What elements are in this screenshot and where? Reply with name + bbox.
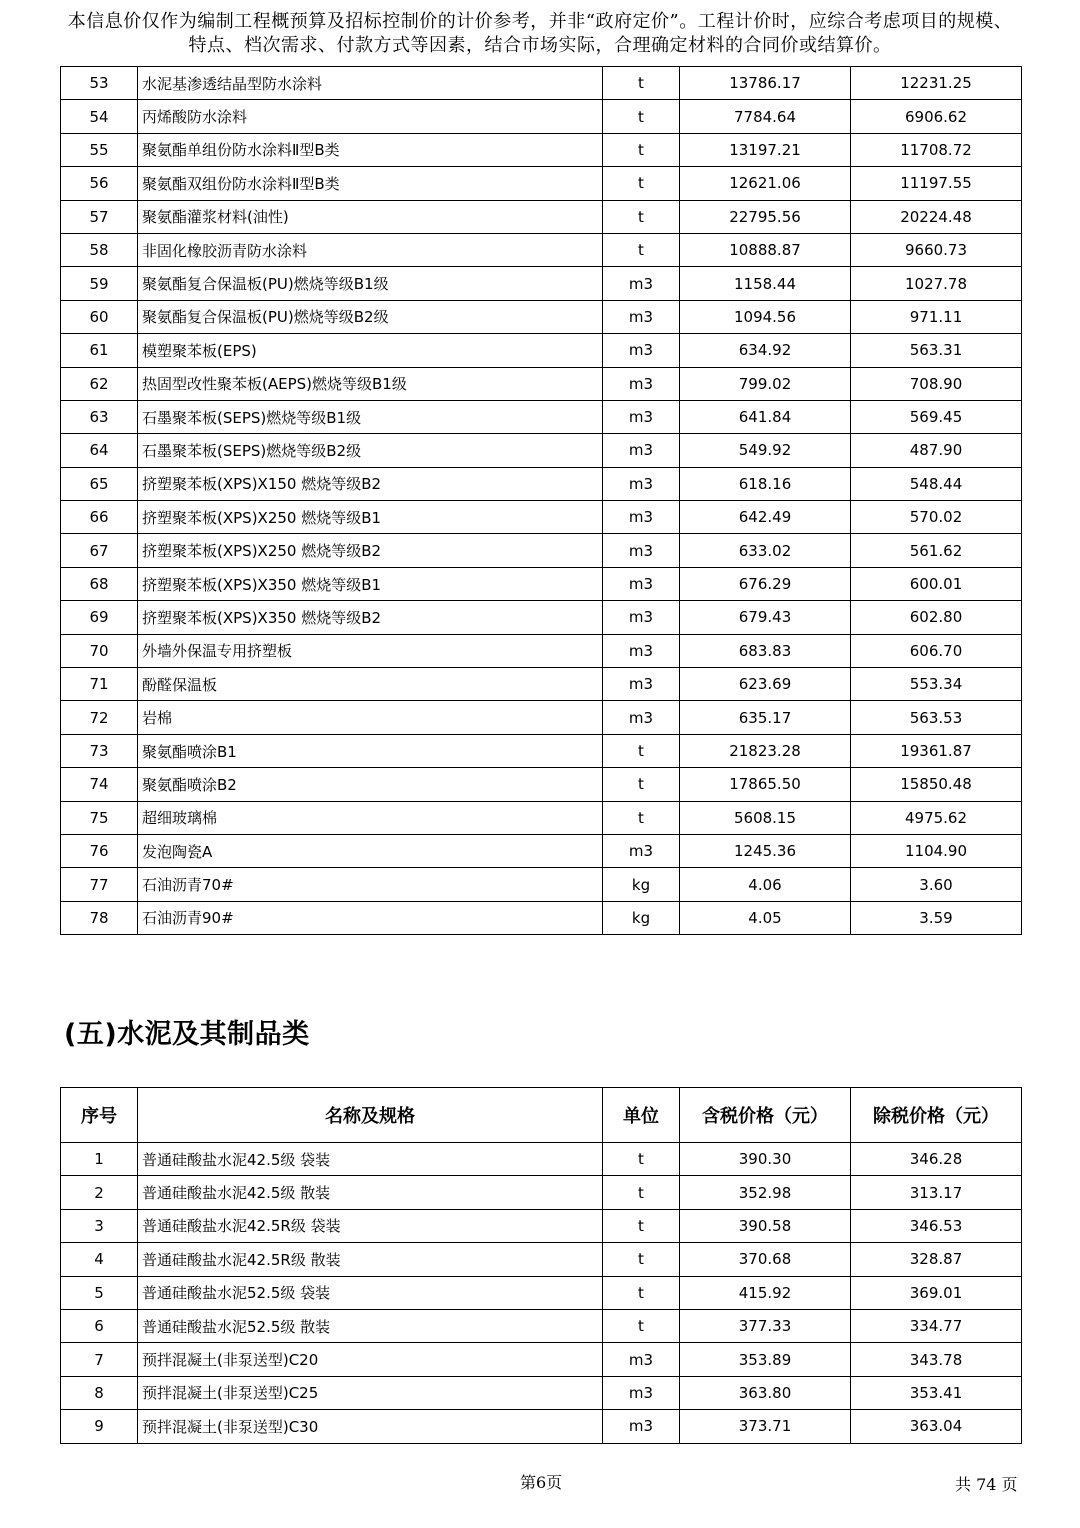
table-row (61, 1143, 1022, 1176)
table-row (61, 100, 1022, 133)
table-row (61, 267, 1022, 300)
table-row (61, 901, 1022, 934)
price-table-cement (60, 1087, 1022, 1444)
price-tax-excluded: 353.41 (851, 1376, 1022, 1409)
table-row (61, 1410, 1022, 1443)
row-number: 5 (61, 1276, 138, 1309)
material-name: 挤塑聚苯板(XPS)X250 燃烧等级B2 (138, 534, 603, 567)
row-number: 63 (61, 400, 138, 433)
price-tax-excluded: 487.90 (851, 434, 1022, 467)
price-tax-excluded: 12231.25 (851, 67, 1022, 100)
price-tax-excluded: 6906.62 (851, 100, 1022, 133)
price-tax-included: 7784.64 (680, 100, 851, 133)
row-number: 9 (61, 1410, 138, 1443)
price-tax-included: 799.02 (680, 367, 851, 400)
price-tax-included: 373.71 (680, 1410, 851, 1443)
material-name: 水泥基渗透结晶型防水涂料 (138, 67, 603, 100)
material-name: 丙烯酸防水涂料 (138, 100, 603, 133)
table-header-row (61, 1088, 1022, 1143)
price-tax-excluded: 11708.72 (851, 133, 1022, 166)
price-tax-included: 12621.06 (680, 167, 851, 200)
price-tax-included: 635.17 (680, 701, 851, 734)
header-tax-excl: 除税价格（元） (851, 1088, 1022, 1143)
row-number: 78 (61, 901, 138, 934)
material-name: 预拌混凝土(非泵送型)C25 (138, 1376, 603, 1409)
table-row (61, 233, 1022, 266)
unit: m3 (603, 1410, 680, 1443)
material-name: 石墨聚苯板(SEPS)燃烧等级B2级 (138, 434, 603, 467)
table-row (61, 200, 1022, 233)
table-row (61, 601, 1022, 634)
price-tax-included: 1158.44 (680, 267, 851, 300)
row-number: 6 (61, 1309, 138, 1342)
price-tax-included: 549.92 (680, 434, 851, 467)
price-tax-excluded: 553.34 (851, 668, 1022, 701)
price-tax-included: 683.83 (680, 634, 851, 667)
unit: t (603, 1209, 680, 1242)
price-tax-excluded: 971.11 (851, 300, 1022, 333)
row-number: 73 (61, 734, 138, 767)
material-name: 预拌混凝土(非泵送型)C30 (138, 1410, 603, 1443)
material-name: 超细玻璃棉 (138, 801, 603, 834)
header-no: 序号 (61, 1088, 138, 1143)
price-tax-included: 390.58 (680, 1209, 851, 1242)
price-tax-excluded: 3.60 (851, 868, 1022, 901)
price-tax-included: 5608.15 (680, 801, 851, 834)
price-tax-excluded: 1104.90 (851, 834, 1022, 867)
unit: m3 (603, 467, 680, 500)
unit: t (603, 100, 680, 133)
price-tax-included: 13786.17 (680, 67, 851, 100)
section-title-cement: (五)水泥及其制品类 (64, 1019, 310, 1050)
material-name: 酚醛保温板 (138, 668, 603, 701)
price-tax-excluded: 19361.87 (851, 734, 1022, 767)
row-number: 68 (61, 567, 138, 600)
material-name: 聚氨酯复合保温板(PU)燃烧等级B1级 (138, 267, 603, 300)
row-number: 70 (61, 634, 138, 667)
price-tax-excluded: 569.45 (851, 400, 1022, 433)
price-tax-excluded: 570.02 (851, 501, 1022, 534)
table-row (61, 1276, 1022, 1309)
price-tax-excluded: 313.17 (851, 1176, 1022, 1209)
unit: m3 (603, 601, 680, 634)
row-number: 55 (61, 133, 138, 166)
material-name: 挤塑聚苯板(XPS)X350 燃烧等级B1 (138, 567, 603, 600)
price-tax-included: 363.80 (680, 1376, 851, 1409)
price-table-waterproof-insulation (60, 66, 1022, 935)
price-tax-excluded: 334.77 (851, 1309, 1022, 1342)
row-number: 53 (61, 67, 138, 100)
price-tax-included: 352.98 (680, 1176, 851, 1209)
material-name: 非固化橡胶沥青防水涂料 (138, 233, 603, 266)
price-tax-excluded: 3.59 (851, 901, 1022, 934)
row-number: 71 (61, 668, 138, 701)
material-name: 外墙外保温专用挤塑板 (138, 634, 603, 667)
price-tax-included: 634.92 (680, 334, 851, 367)
table-row (61, 1309, 1022, 1342)
table-row (61, 1376, 1022, 1409)
row-number: 65 (61, 467, 138, 500)
unit: m3 (603, 367, 680, 400)
unit: m3 (603, 434, 680, 467)
unit: m3 (603, 634, 680, 667)
price-tax-excluded: 20224.48 (851, 200, 1022, 233)
material-name: 岩棉 (138, 701, 603, 734)
row-number: 60 (61, 300, 138, 333)
row-number: 76 (61, 834, 138, 867)
material-name: 石油沥青70# (138, 868, 603, 901)
price-tax-included: 17865.50 (680, 768, 851, 801)
row-number: 1 (61, 1143, 138, 1176)
row-number: 3 (61, 1209, 138, 1242)
unit: t (603, 734, 680, 767)
row-number: 69 (61, 601, 138, 634)
unit: t (603, 801, 680, 834)
price-tax-included: 623.69 (680, 668, 851, 701)
unit: m3 (603, 300, 680, 333)
row-number: 77 (61, 868, 138, 901)
price-tax-excluded: 708.90 (851, 367, 1022, 400)
material-name: 普通硅酸盐水泥42.5级 袋装 (138, 1143, 603, 1176)
price-tax-included: 415.92 (680, 1276, 851, 1309)
table-row (61, 701, 1022, 734)
row-number: 75 (61, 801, 138, 834)
row-number: 62 (61, 367, 138, 400)
price-tax-excluded: 1027.78 (851, 267, 1022, 300)
price-tax-excluded: 602.80 (851, 601, 1022, 634)
price-tax-excluded: 15850.48 (851, 768, 1022, 801)
material-name: 挤塑聚苯板(XPS)X150 燃烧等级B2 (138, 467, 603, 500)
price-tax-excluded: 561.62 (851, 534, 1022, 567)
price-tax-excluded: 346.53 (851, 1209, 1022, 1242)
unit: m3 (603, 534, 680, 567)
price-tax-included: 10888.87 (680, 233, 851, 266)
material-name: 预拌混凝土(非泵送型)C20 (138, 1343, 603, 1376)
material-name: 发泡陶瓷A (138, 834, 603, 867)
material-name: 挤塑聚苯板(XPS)X250 燃烧等级B1 (138, 501, 603, 534)
unit: m3 (603, 400, 680, 433)
row-number: 66 (61, 501, 138, 534)
table-row (61, 768, 1022, 801)
price-tax-included: 679.43 (680, 601, 851, 634)
material-name: 聚氨酯双组份防水涂料Ⅱ型B类 (138, 167, 603, 200)
row-number: 56 (61, 167, 138, 200)
unit: m3 (603, 334, 680, 367)
row-number: 64 (61, 434, 138, 467)
price-tax-included: 13197.21 (680, 133, 851, 166)
price-tax-included: 633.02 (680, 534, 851, 567)
table-row (61, 1243, 1022, 1276)
price-tax-excluded: 4975.62 (851, 801, 1022, 834)
header-tax-incl: 含税价格（元） (680, 1088, 851, 1143)
price-tax-included: 390.30 (680, 1143, 851, 1176)
unit: t (603, 768, 680, 801)
unit: t (603, 133, 680, 166)
unit: m3 (603, 1376, 680, 1409)
page-total: 共 74 页 (955, 1475, 1018, 1494)
row-number: 54 (61, 100, 138, 133)
table-row (61, 434, 1022, 467)
price-tax-included: 21823.28 (680, 734, 851, 767)
unit: t (603, 1276, 680, 1309)
price-disclaimer: 本信息价仅作为编制工程概预算及招标控制价的计价参考，并非“政府定价”。工程计价时，应综合考虑项目的规模、特点、档次需求、付款方式等因素，结合市场实际，合理确定材料的合同价或结算价。 (67, 11, 1013, 56)
table-row (61, 1209, 1022, 1242)
unit: m3 (603, 701, 680, 734)
row-number: 72 (61, 701, 138, 734)
table-row (61, 801, 1022, 834)
unit: t (603, 1243, 680, 1276)
unit: t (603, 1143, 680, 1176)
price-tax-excluded: 343.78 (851, 1343, 1022, 1376)
material-name: 热固型改性聚苯板(AEPS)燃烧等级B1级 (138, 367, 603, 400)
material-name: 聚氨酯喷涂B1 (138, 734, 603, 767)
row-number: 4 (61, 1243, 138, 1276)
price-tax-included: 4.05 (680, 901, 851, 934)
unit: kg (603, 901, 680, 934)
unit: t (603, 1309, 680, 1342)
page-number: 第6页 (520, 1473, 563, 1492)
table-row (61, 734, 1022, 767)
material-name: 普通硅酸盐水泥42.5级 散装 (138, 1176, 603, 1209)
price-tax-excluded: 563.31 (851, 334, 1022, 367)
price-tax-included: 618.16 (680, 467, 851, 500)
header-name: 名称及规格 (138, 1088, 603, 1143)
row-number: 7 (61, 1343, 138, 1376)
price-tax-included: 377.33 (680, 1309, 851, 1342)
material-name: 聚氨酯单组份防水涂料Ⅱ型B类 (138, 133, 603, 166)
unit: m3 (603, 267, 680, 300)
material-name: 聚氨酯喷涂B2 (138, 768, 603, 801)
table-row (61, 1343, 1022, 1376)
header-unit: 单位 (603, 1088, 680, 1143)
price-tax-included: 642.49 (680, 501, 851, 534)
price-tax-excluded: 606.70 (851, 634, 1022, 667)
material-name: 普通硅酸盐水泥52.5级 袋装 (138, 1276, 603, 1309)
table-row (61, 367, 1022, 400)
row-number: 58 (61, 233, 138, 266)
row-number: 61 (61, 334, 138, 367)
price-tax-included: 641.84 (680, 400, 851, 433)
unit: m3 (603, 567, 680, 600)
material-name: 普通硅酸盐水泥52.5级 散装 (138, 1309, 603, 1342)
table-row (61, 167, 1022, 200)
table-row (61, 868, 1022, 901)
price-tax-excluded: 548.44 (851, 467, 1022, 500)
material-name: 聚氨酯灌浆材料(油性) (138, 200, 603, 233)
table-row (61, 534, 1022, 567)
table-row (61, 668, 1022, 701)
material-name: 模塑聚苯板(EPS) (138, 334, 603, 367)
row-number: 57 (61, 200, 138, 233)
table-row (61, 400, 1022, 433)
material-name: 普通硅酸盐水泥42.5R级 袋装 (138, 1209, 603, 1242)
table-row (61, 1176, 1022, 1209)
row-number: 8 (61, 1376, 138, 1409)
price-tax-included: 4.06 (680, 868, 851, 901)
price-tax-included: 22795.56 (680, 200, 851, 233)
unit: t (603, 1176, 680, 1209)
price-tax-excluded: 600.01 (851, 567, 1022, 600)
price-tax-excluded: 328.87 (851, 1243, 1022, 1276)
price-tax-included: 353.89 (680, 1343, 851, 1376)
unit: t (603, 167, 680, 200)
table-row (61, 300, 1022, 333)
row-number: 59 (61, 267, 138, 300)
row-number: 67 (61, 534, 138, 567)
row-number: 74 (61, 768, 138, 801)
table-row (61, 334, 1022, 367)
price-tax-included: 1094.56 (680, 300, 851, 333)
table-row (61, 834, 1022, 867)
unit: m3 (603, 668, 680, 701)
price-tax-excluded: 363.04 (851, 1410, 1022, 1443)
material-name: 挤塑聚苯板(XPS)X350 燃烧等级B2 (138, 601, 603, 634)
table-row (61, 467, 1022, 500)
price-tax-excluded: 369.01 (851, 1276, 1022, 1309)
price-tax-included: 370.68 (680, 1243, 851, 1276)
price-tax-included: 1245.36 (680, 834, 851, 867)
material-name: 石油沥青90# (138, 901, 603, 934)
unit: kg (603, 868, 680, 901)
unit: m3 (603, 501, 680, 534)
unit: t (603, 233, 680, 266)
price-tax-excluded: 563.53 (851, 701, 1022, 734)
unit: t (603, 67, 680, 100)
table-row (61, 567, 1022, 600)
table-row (61, 133, 1022, 166)
unit: t (603, 200, 680, 233)
table-row (61, 634, 1022, 667)
material-name: 石墨聚苯板(SEPS)燃烧等级B1级 (138, 400, 603, 433)
price-tax-included: 676.29 (680, 567, 851, 600)
table-row (61, 67, 1022, 100)
material-name: 普通硅酸盐水泥42.5R级 散装 (138, 1243, 603, 1276)
unit: m3 (603, 834, 680, 867)
price-tax-excluded: 9660.73 (851, 233, 1022, 266)
table-row (61, 501, 1022, 534)
price-tax-excluded: 346.28 (851, 1143, 1022, 1176)
material-name: 聚氨酯复合保温板(PU)燃烧等级B2级 (138, 300, 603, 333)
unit: m3 (603, 1343, 680, 1376)
row-number: 2 (61, 1176, 138, 1209)
price-tax-excluded: 11197.55 (851, 167, 1022, 200)
